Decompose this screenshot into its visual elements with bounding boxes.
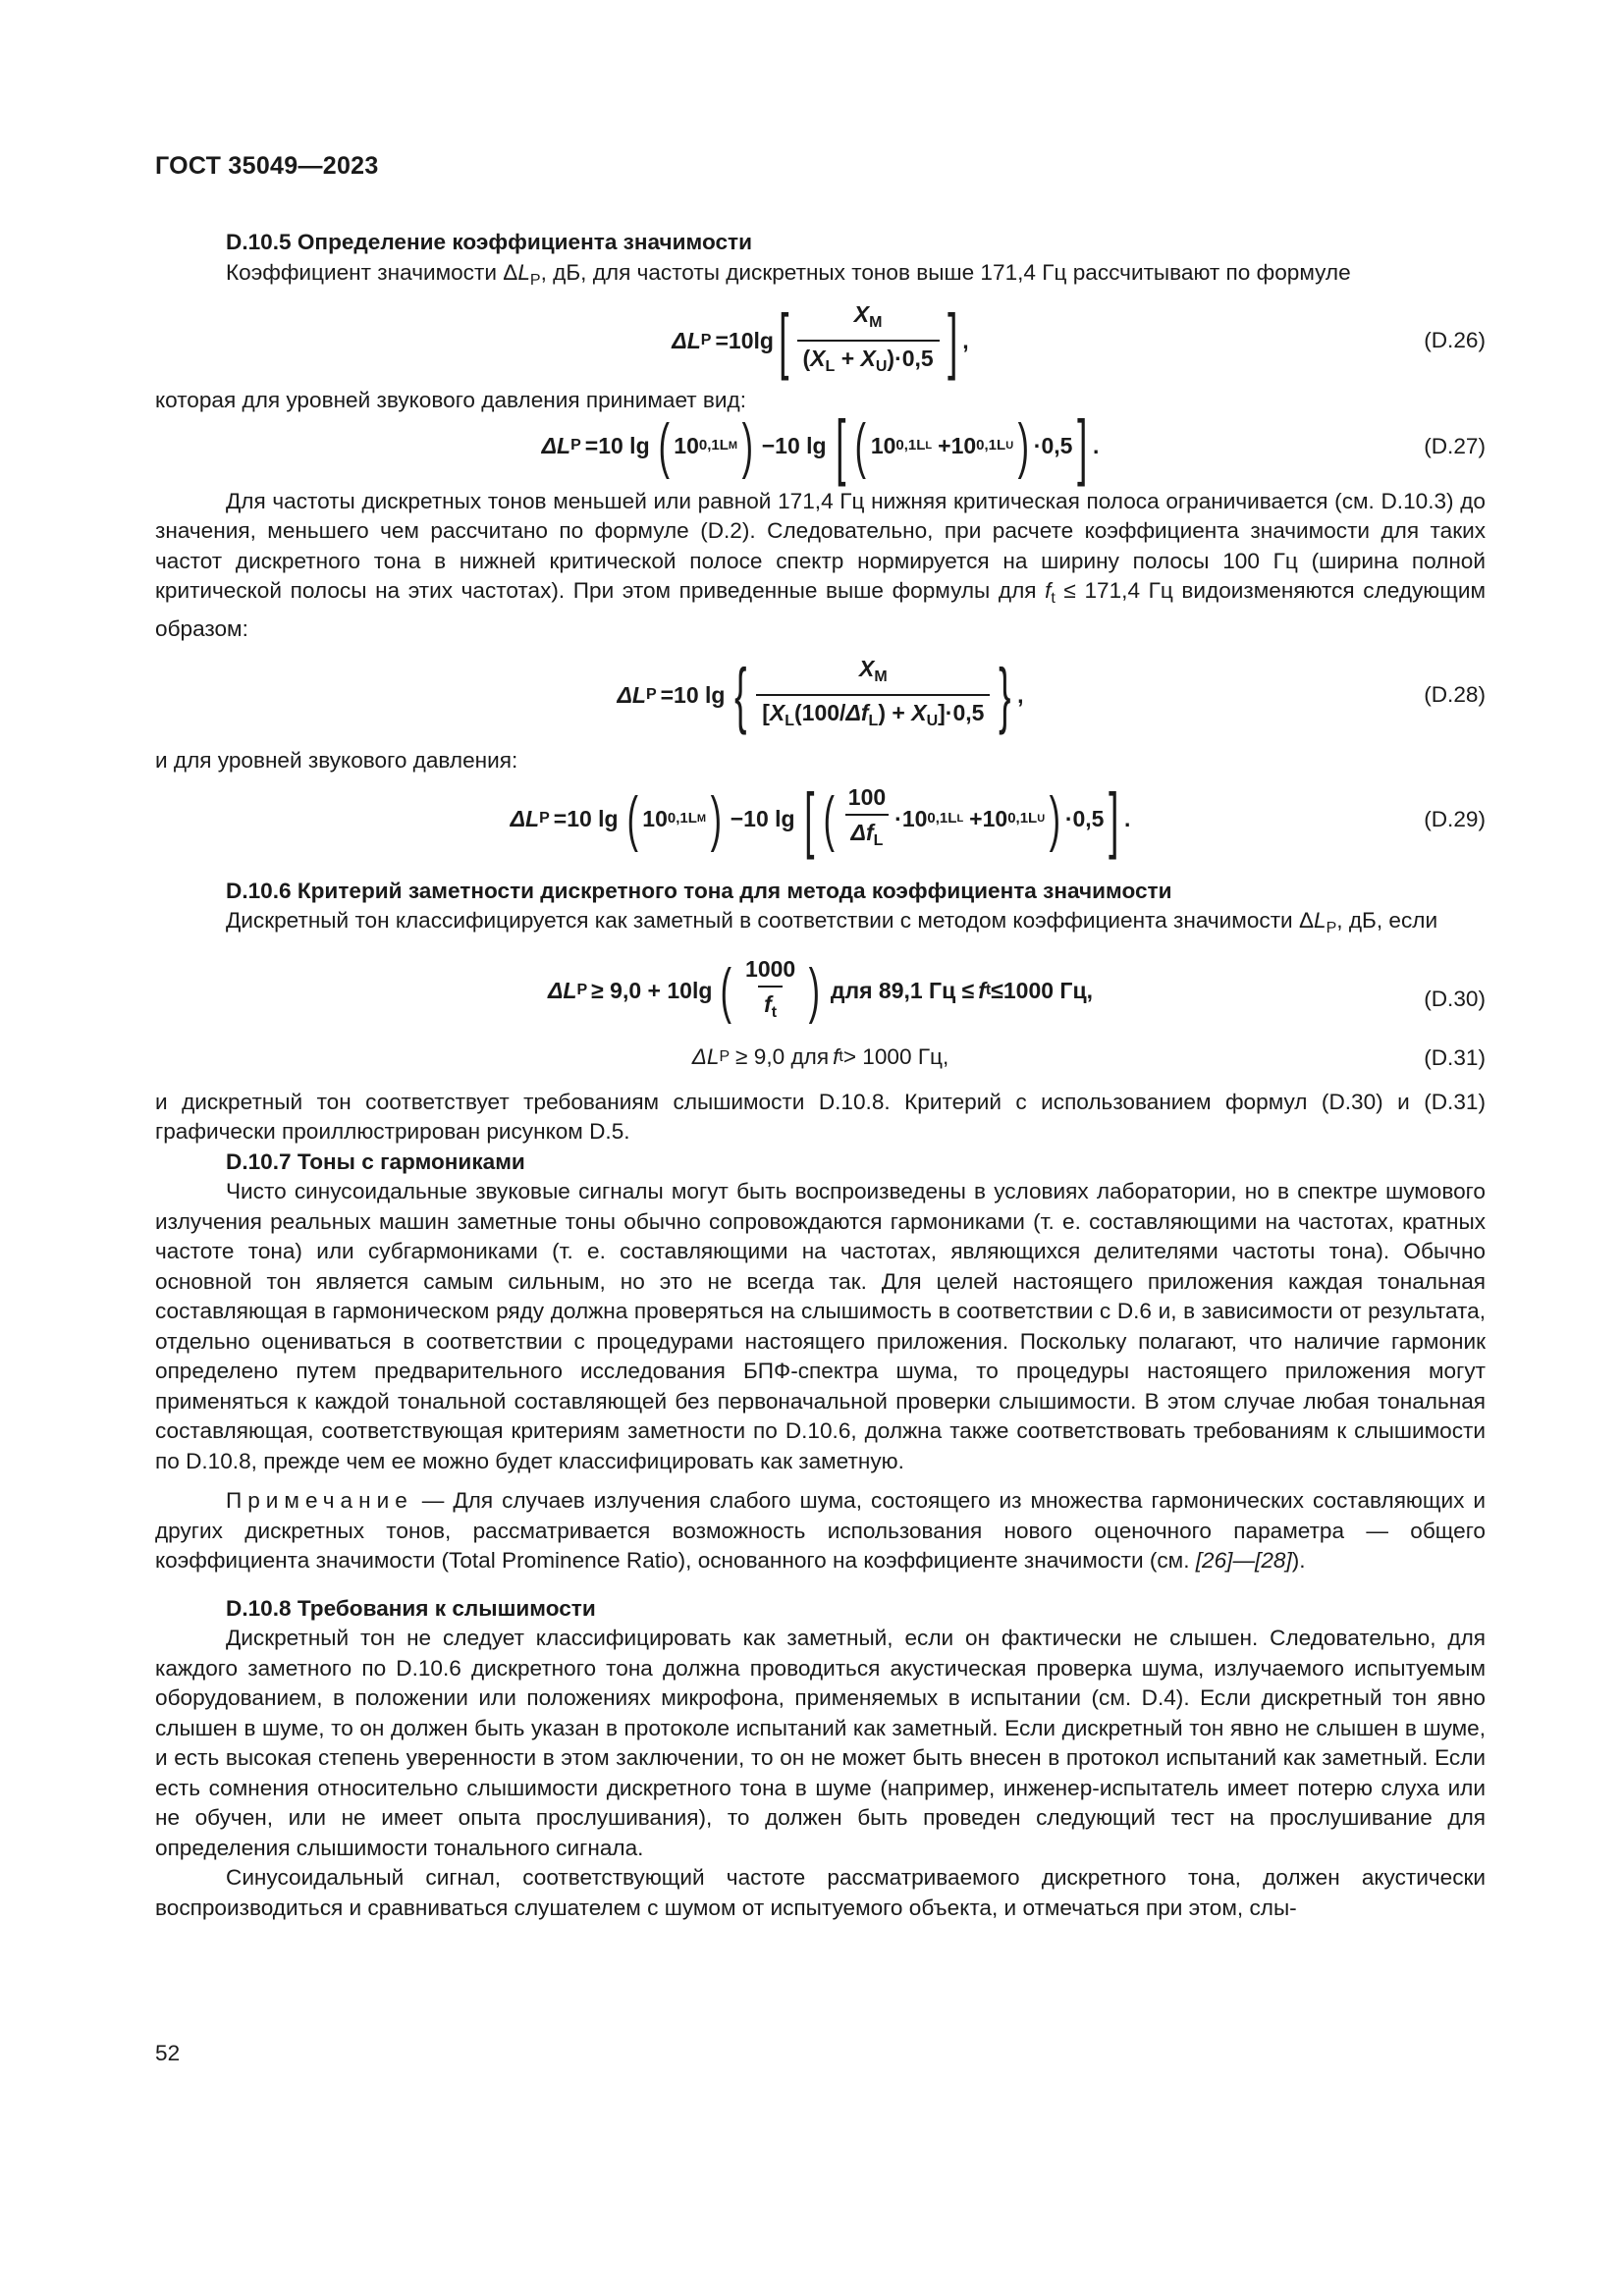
formula-number: (D.26) (1424, 327, 1486, 352)
formula-number: (D.27) (1424, 433, 1486, 458)
formula-d-31: ΔL P ≥ 9,0 для f t > 1000 Гц, (D.31) (155, 1039, 1486, 1078)
page-number: 52 (155, 2041, 181, 2065)
formula-number: (D.28) (1424, 681, 1486, 707)
formula-number: (D.31) (1424, 1044, 1486, 1070)
note: Примечание — Для случаев излучения слабого шума, состоящего из множества гармонических составляющих и других дискретных тонов, рассматривается возможность использования нового оценочного параметра — общего коэффициента значимости (Total Prominence Ratio), основанного на коэффициенте значимости (см. [26]—[28]). (155, 1488, 1486, 1573)
paragraph: и для уровней звукового давления: (155, 748, 518, 773)
paragraph: Чисто синусоидальные звуковые сигналы могут быть воспроизведены в условиях лаборатории, но в спектре шумового излучения реальных машин заметные тоны обычно сопровождаются гармониками (т. е. составляющими на частотах, кратных частоте тона) или субгармониками (т. е. составляющими на частотах, являющихся делителями частоты тона). Обычно основной тон является самым сильным, но это не всегда так. Для целей настоящего приложения каждая тональная составляющая в гармоническом ряду должна проверяться на слышимость в соответствии с D.6 и, в зависимости от результата, отдельно оцениваться в соответствии с процедурами настоящего приложения. Поскольку полагают, что наличие гармоник определено путем предварительного исследования БПФ-спектра шума, то процедуры настоящего приложения могут применяться к каждой тональной составляющей без первоначальной проверки слышимости. В этом случае любая тональная составляющая, соответствующая критериям заметности по D.10.6, должна также соответствовать требованиям к слышимости по D.10.8, прежде чем ее можно будет классифицировать как заметную. (155, 1179, 1486, 1473)
paragraph: Синусоидальный сигнал, соответствующий частоте рассматриваемого дискретного тона, должен акустически воспроизводиться и сравниваться слушателем с шумом от испытуемого объекта, и отмечаться при этом, слы- (155, 1865, 1486, 1920)
formula-number: (D.30) (1424, 986, 1486, 1011)
note-label: Примечание (226, 1488, 413, 1513)
paragraph: Дискретный тон классифицируется как заметный в соответствии с методом коэффициента значимости $\Delta L_P$, дБ, если (226, 908, 1438, 936)
formula-d-30: ΔL P ≥ 9,0 + 10lg ( $\frac{1000}{f_t}$ ) для 89,1 Гц ≤ f t ≤1000 Гц, (D.30) (155, 950, 1486, 1033)
document-body (155, 228, 1486, 1923)
document-header: ГОСТ 35049—2023 (155, 152, 379, 180)
paragraph: Для частоты дискретных тонов меньшей или равной 171,4 Гц нижняя критическая полоса ограничивается (см. D.10.3) до значения, меньшего чем рассчитано по формуле (D.2). Следовательно, при расчете коэффициента значимости для таких частот дискретного тона в нижней критической полосе спектр нормируется на ширину полосы 100 Гц (ширина полной критической полосы на этих частотах). При этом приведенные выше формулы для $f_t \le 171,4$ Гц видоизменяются следующим образом: (155, 488, 1486, 641)
formula-number: (D.29) (1424, 806, 1486, 831)
section-heading-d-10-7: D.10.7 Тоны с гармониками (226, 1148, 525, 1174)
formula-d-29: ΔL P =10 lg ( 10 0,1L M ) −10 lg [ ( $\frac{100}{\Delta f_L}$ ·10 0,1L L +10 0,1L U ) ·0,5 ] . (D.29) (510, 777, 1486, 860)
section-heading-d-10-5: D.10.5 Определение коэффициента значимости (226, 230, 752, 254)
section-heading-d-10-6: D.10.6 Критерий заметности дискретного тона для метода коэффициента значимости (226, 878, 1172, 903)
paragraph: и дискретный тон соответствует требованиям слышимости D.10.8. Критерий с использованием формул (D.30) и (D.31) графически проиллюстрирован рисунком D.5. (155, 1089, 1486, 1144)
section-heading-d-10-8: D.10.8 Требования к слышимости (226, 1595, 596, 1621)
formula-d-27: ΔL P =10 lg ( 10 0,1L M ) −10 lg [ ( 10 0,1L L +10 0,1L U ) ·0,5 ] . (D.27) (541, 404, 1486, 487)
paragraph: Дискретный тон не следует классифицировать как заметный, если он фактически не слышен. Следовательно, для каждого заметного по D.10.6 дискретного тона должна проводиться акустическая проверка шума, излучаемого испытуемым оборудованием, в положении или положениях микрофона, применяемых в испытании (см. D.4). Если дискретный тон явно слышен в шуме, то он должен быть указан в протоколе испытаний как заметный. Если дискретный тон явно не слышен в шуме, и есть высокая степень уверенности в этом заключении, то он не может быть внесен в протокол испытаний как заметный. Если есть сомнения относительно слышимости дискретного тона в шуме (например, инженер-испытатель имеет потерю слуха или не обучен, или не имеет опыта прослушивания), то должен быть проведен следующий тест на прослушивание для определения слышимости тонального сигнала. (155, 1626, 1486, 1860)
formula-d-28: ΔL P =10 lg { $\frac{X_M}{[X_L(100/\Delta f_L) + X_U]\cdot 0,5}$ } , (D.28) (617, 654, 1486, 735)
paragraph: Коэффициент значимости $\Delta L_P$, дБ, для частоты дискретных тонов выше 171,4 Гц рассчитывают по формуле (226, 259, 1351, 289)
formula-d-26: ΔL P =10lg [ $\frac{X_M}{(X_L + X_U)\cdot 0,5}$ ] , (D.26) (672, 299, 1486, 381)
paragraph: которая для уровней звукового давления принимает вид: (155, 388, 747, 412)
